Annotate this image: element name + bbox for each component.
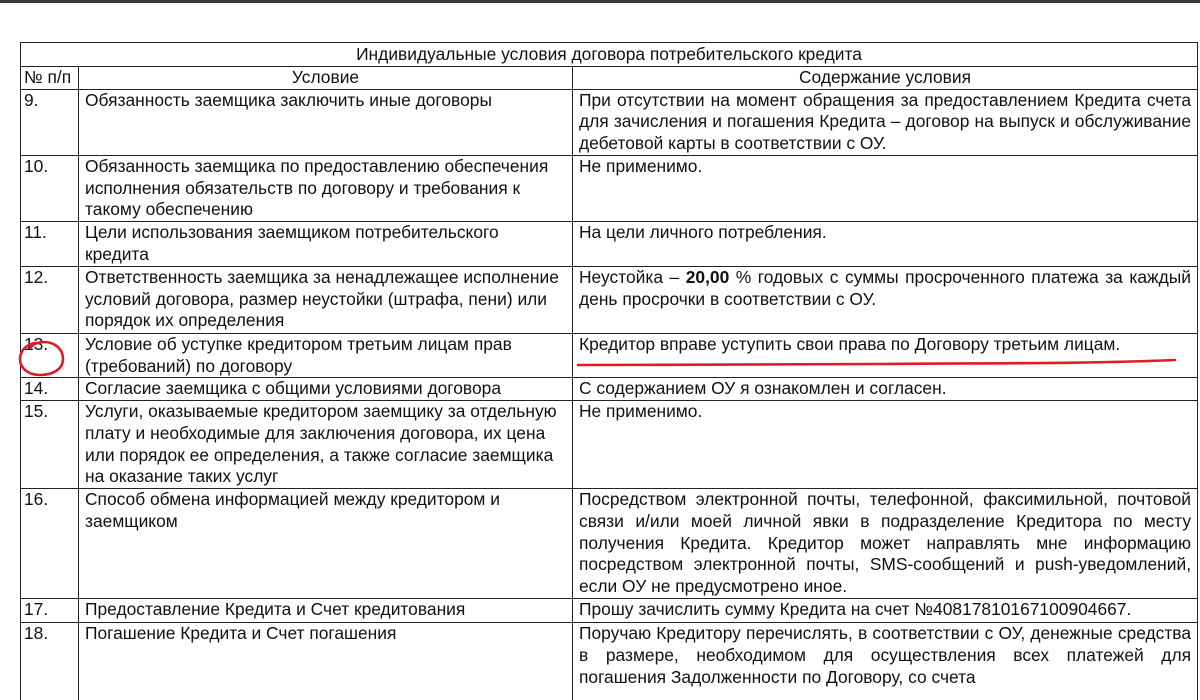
row-condition: Способ обмена информацией между кредитором и заемщиком: [79, 489, 573, 599]
row-content: При отсутствии на момент обращения за предоставлением Кредита счета для зачисления и погашения Кредита – договор на выпуск и обслуживание дебетовой карты в соответствии с ОУ.: [573, 89, 1198, 155]
row-number: 17.: [21, 599, 79, 623]
table-row: [21, 599, 1198, 623]
penalty-rate: 20,00: [685, 266, 730, 287]
row-content: Не применимо.: [573, 155, 1198, 221]
row-content: С содержанием ОУ я ознакомлен и согласен.: [573, 378, 1198, 401]
row-number: 14.: [21, 378, 79, 401]
row-content: Поручаю Кредитору перечислять, в соответствии с ОУ, денежные средства в размере, необходимом для осуществления всех платежей для погашения Задолженности по Договору, со счета: [573, 623, 1198, 700]
row-content: Посредством электронной почты, телефонной, факсимильной, почтовой связи и/или моей личной явки в подразделение Кредитора по месту получения Кредита. Кредитор может направлять мне информацию посредством электронной почты, SMS-сообщений и push-уведомлений, если ОУ не предусмотрено иное.: [573, 489, 1198, 599]
row-condition: Погашение Кредита и Счет погашения: [79, 623, 573, 700]
row-number: 11.: [21, 221, 79, 266]
header-condition: Условие: [79, 67, 573, 90]
table-row: [21, 333, 1198, 377]
table-header-row: [21, 67, 1198, 90]
row-content: Кредитор вправе уступить свои права по Договору третьим лицам.: [573, 333, 1198, 377]
row-condition: Цели использования заемщиком потребительского кредита: [79, 221, 573, 266]
row-content: Прошу зачислить сумму Кредита на счет №40817810167100904667.: [573, 599, 1198, 623]
header-number: № п/п: [21, 67, 79, 90]
row-content: [573, 266, 1198, 333]
header-content: Содержание условия: [573, 67, 1198, 90]
penalty-prefix: Неустойка –: [579, 266, 686, 287]
table-row: [21, 221, 1198, 266]
row-condition: Ответственность заемщика за ненадлежащее исполнение условий договора, размер неустойки (штрафа, пени) или порядок их определения: [79, 266, 573, 333]
row-condition: Обязанность заемщика по предоставлению обеспечения исполнения обязательств по договору и требования к такому обеспечению: [79, 155, 573, 221]
table-row: [21, 401, 1198, 489]
row-condition: Предоставление Кредита и Счет кредитования: [79, 599, 573, 623]
top-border-line: [0, 0, 1200, 3]
table-row: [21, 155, 1198, 221]
row-condition: Обязанность заемщика заключить иные договоры: [79, 89, 573, 155]
row-content: На цели личного потребления.: [573, 221, 1198, 266]
table-row: [21, 89, 1198, 155]
row-content: Не применимо.: [573, 401, 1198, 489]
penalty-suffix: % годовых с суммы просроченного платежа за каждый день просрочки в соответствии с ОУ.: [579, 266, 1192, 309]
table-row: [21, 266, 1198, 333]
row-condition: Условие об уступке кредитором третьим лицам прав (требований) по договору: [79, 333, 573, 377]
row-number: 16.: [21, 489, 79, 599]
row-condition: Согласие заемщика с общими условиями договора: [79, 378, 573, 401]
table-row: [21, 623, 1198, 700]
row-condition: Услуги, оказываемые кредитором заемщику за отдельную плату и необходимые для заключения договора, их цена или порядок ее определения, а также согласие заемщика на оказание таких услуг: [79, 401, 573, 489]
row-number: 10.: [21, 155, 79, 221]
row-number: 18.: [21, 623, 79, 700]
row-number: 9.: [21, 89, 79, 155]
table-row: [21, 489, 1198, 599]
row-number: 12.: [21, 266, 79, 333]
table-title: Индивидуальные условия договора потребительского кредита: [21, 43, 1198, 67]
loan-conditions-table: [20, 42, 1198, 700]
row-number: 15.: [21, 401, 79, 489]
table-title-row: [21, 43, 1198, 67]
table-row: [21, 378, 1198, 401]
row-number: 13.: [21, 333, 79, 377]
